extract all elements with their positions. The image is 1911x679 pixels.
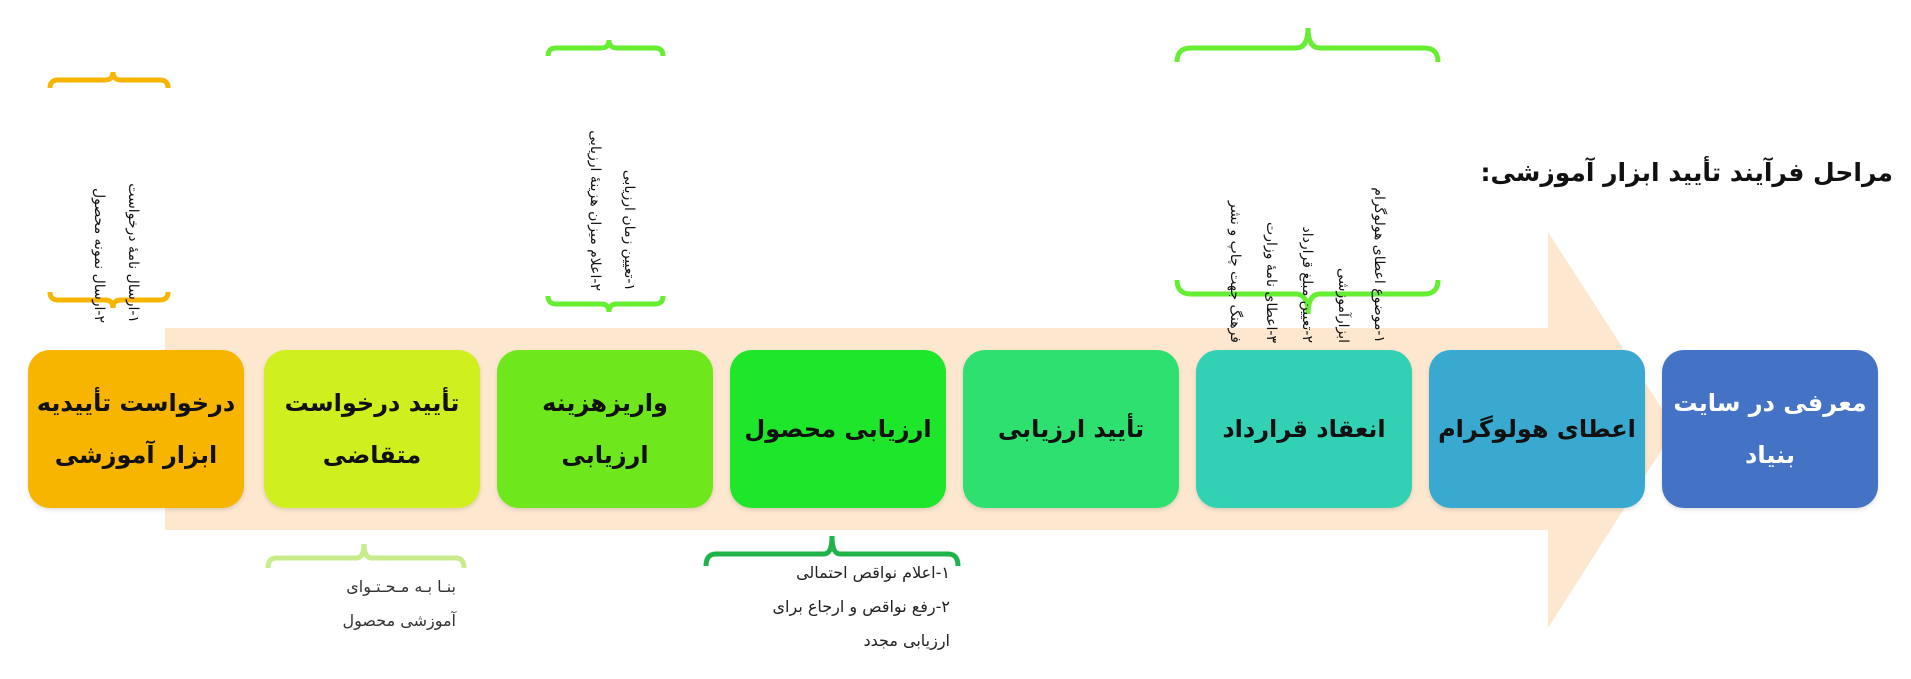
brace-contract (1177, 28, 1438, 62)
brace-approval (268, 544, 464, 568)
step-hologram: اعطای هولوگرام (1429, 350, 1645, 508)
step-request-approval: تأیید درخواست متقاضی (264, 350, 480, 508)
step-payment: واریزهزینه ارزیابی (497, 350, 713, 508)
step-request: درخواست تأییدیه ابزار آموزشی (28, 350, 244, 508)
note-approval: بنـا بـه مـحـتـوای آموزشی محصول (342, 577, 456, 630)
step-contract: انعقاد قرارداد (1196, 350, 1412, 508)
step-evaluation-approval: تأیید ارزیابی (963, 350, 1179, 508)
page-title: مراحل فرآیند تأیید ابزار آموزشی: (1480, 158, 1893, 187)
step-product-evaluation: ارزیابی محصول (730, 350, 946, 508)
note-payment: ١-تعیین زمان ارزیابی ٢-اعلام میزان هزینهٔ ارزیابی (587, 130, 637, 291)
note-request: ١-ارسال نامهٔ درخواست ٢-ارسال نمونه محصول (91, 183, 141, 323)
brace-payment-bottom (548, 296, 663, 312)
brace-payment (548, 40, 663, 56)
step-site-intro: معرفی در سایت بنیاد (1662, 350, 1878, 508)
note-evaluation: ١-اعلام نواقص احتمالی ٢-رفع نواقص و ارجاع برای ارزیابی مجدد (772, 563, 950, 650)
note-contract: ١-موضوع اعطای هولوگرام ابزارآموزشی ٢-تعیین مبلغ قرارداد ٣-اعطای نامهٔ وزارت فرهنگ جهت چاپ و نشر (1227, 187, 1387, 343)
